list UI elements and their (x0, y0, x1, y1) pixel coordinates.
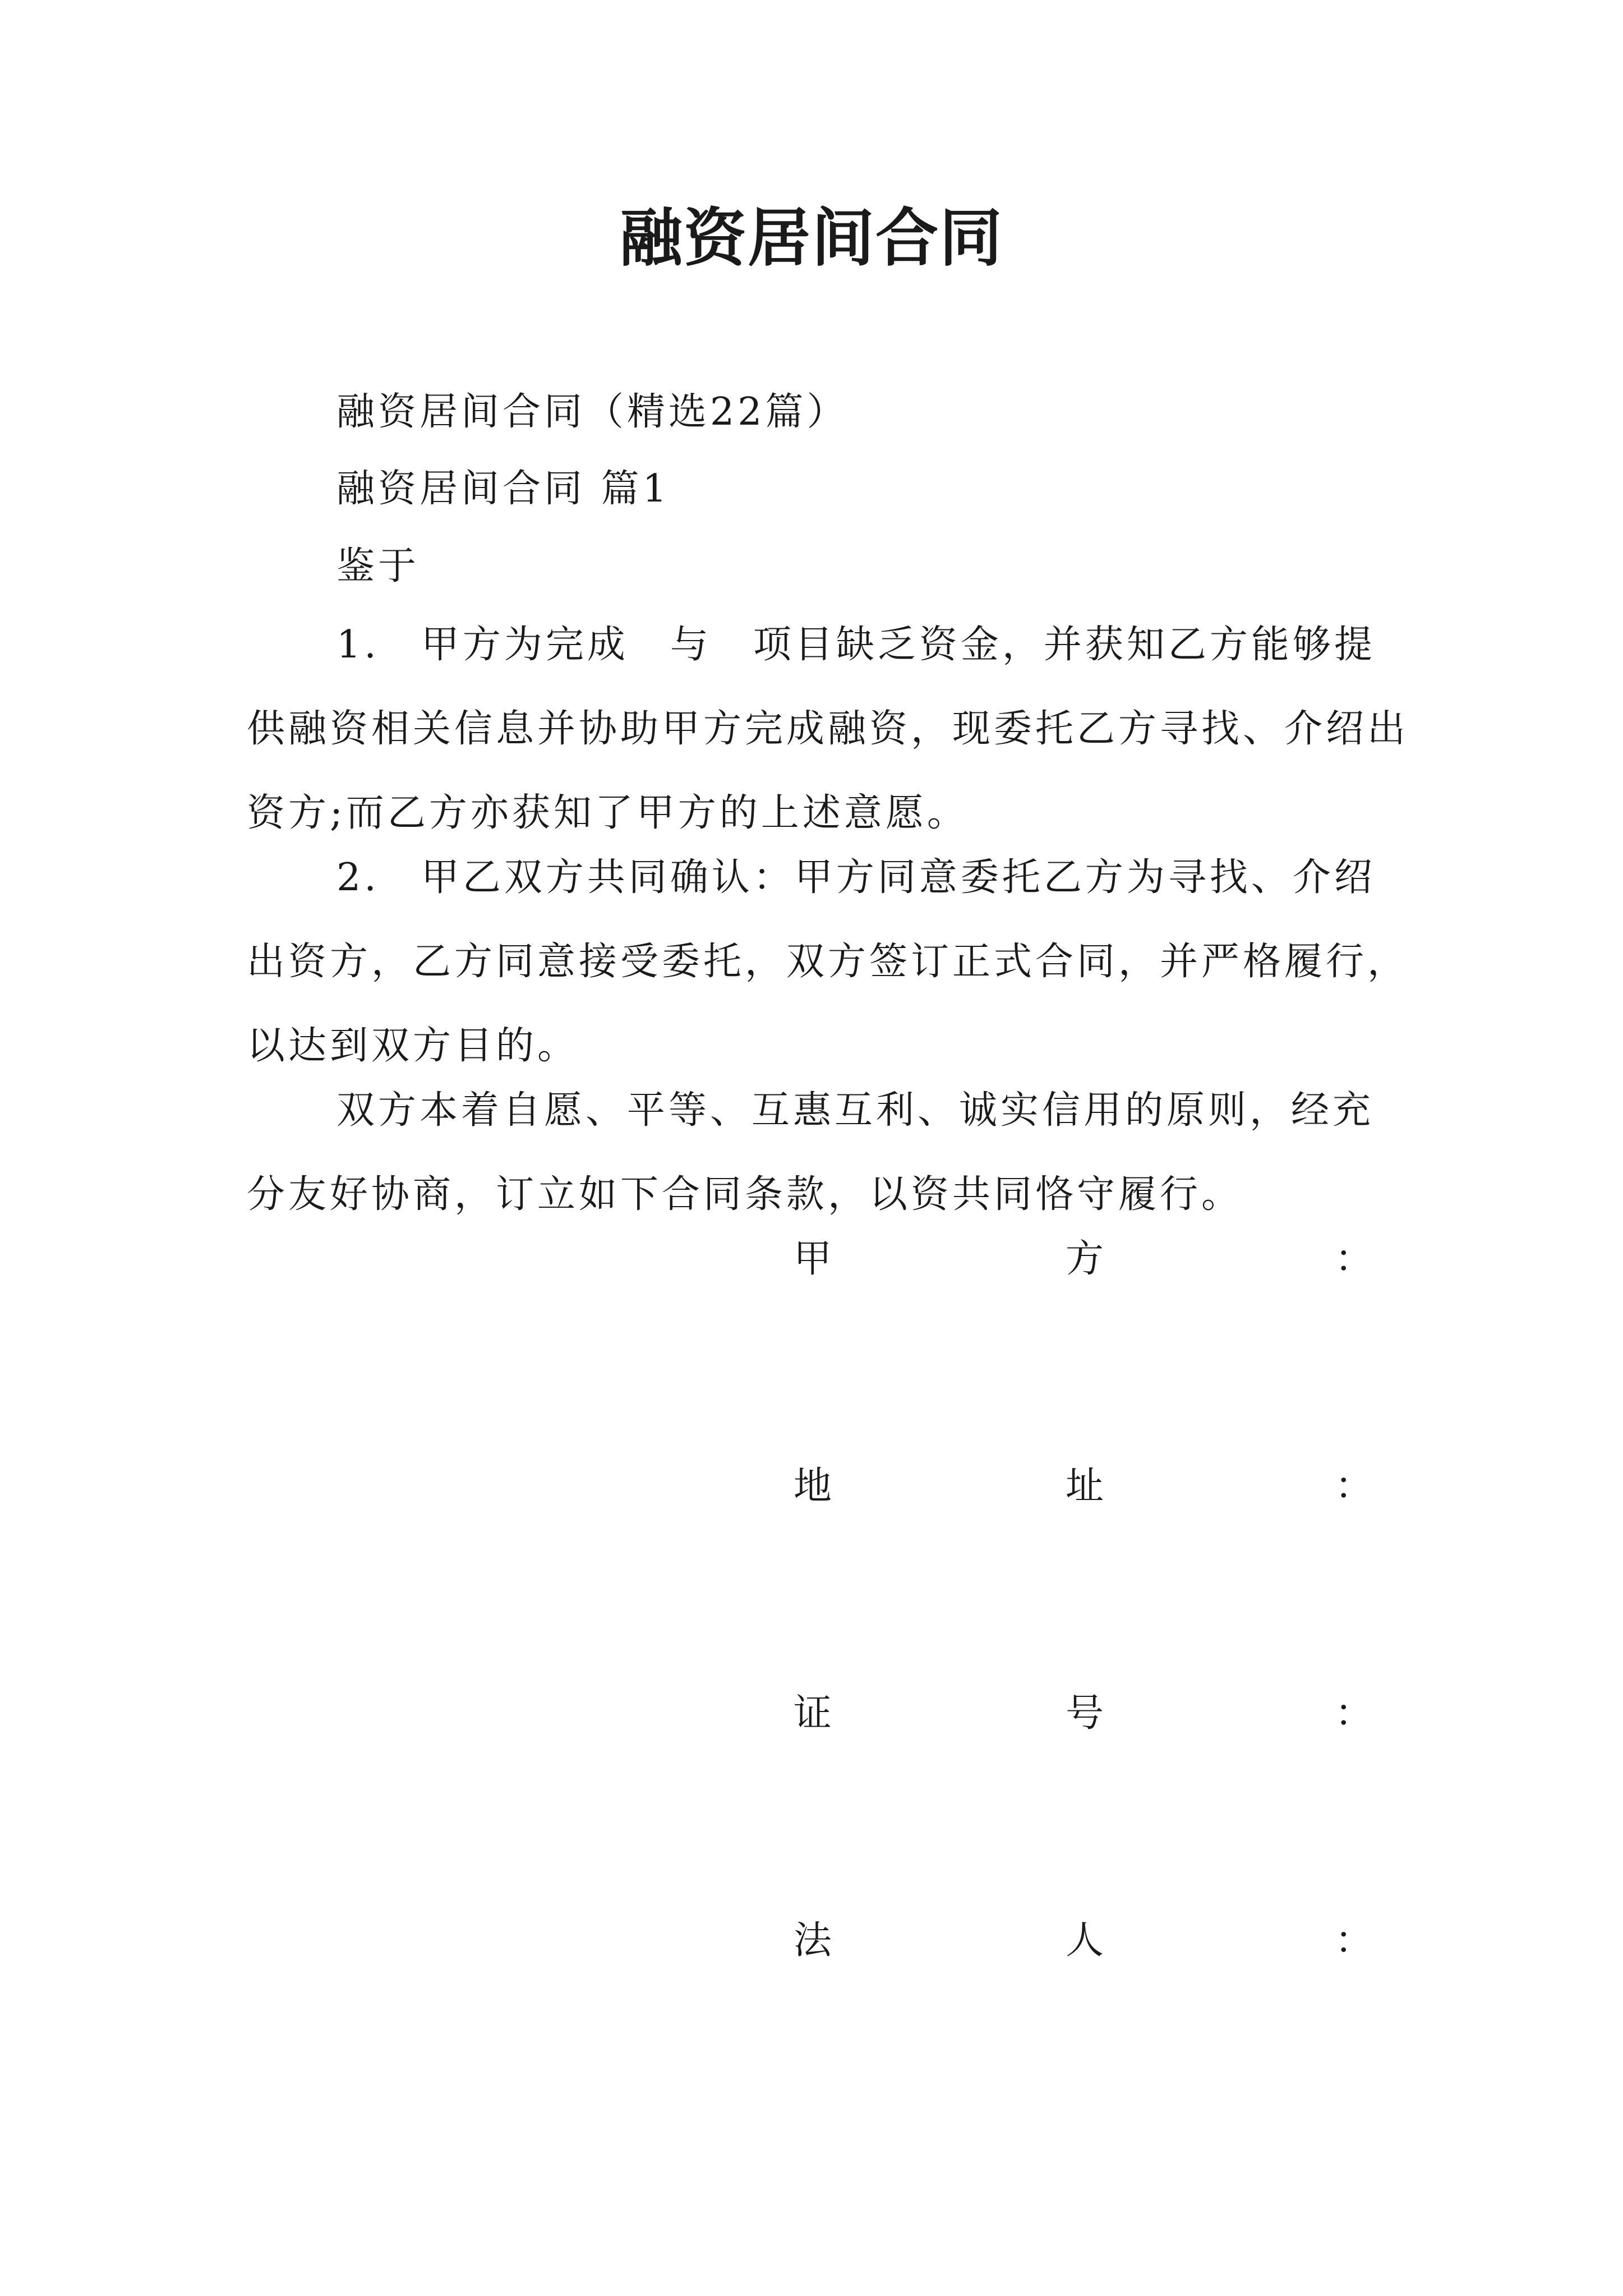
signature-row-address (794, 1464, 1373, 1509)
clause-principles: 双方本着自愿、平等、互惠互利、诚实信用的原则，经充分友好协商，订立如下合同条款，以资共同恪守履行。 (247, 1088, 1375, 1217)
clause-2: 2. 甲乙双方共同确认：甲方同意委托乙方为寻找、介绍出资方，乙方同意接受委托，双方签订正式合同，并严格履行，以达到双方目的。 (247, 855, 1409, 1068)
signature-label-char: 甲 (794, 1237, 832, 1281)
signature-label-char: 证 (794, 1691, 832, 1736)
signature-colon: ： (1335, 1464, 1373, 1508)
signature-colon: ： (1335, 1691, 1373, 1736)
section-heading: 融资居间合同 篇1 (336, 467, 670, 511)
signature-row-party-a (794, 1237, 1373, 1282)
signature-label-char: 法 (794, 1918, 832, 1963)
signature-label-char: 号 (1066, 1691, 1104, 1736)
signature-colon: ： (1335, 1237, 1373, 1281)
signature-label-char: 地 (794, 1464, 832, 1508)
signature-label-char: 址 (1066, 1464, 1104, 1508)
signature-row-id-number (794, 1691, 1373, 1736)
signature-colon: ： (1335, 1918, 1373, 1963)
preamble-label: 鉴于 (336, 544, 420, 588)
document-subtitle: 融资居间合同（精选22篇） (336, 390, 849, 434)
signature-row-legal-person (794, 1918, 1373, 1963)
document-title: 融资居间合同 (620, 201, 1003, 275)
signature-label-char: 方 (1066, 1237, 1104, 1281)
signature-label-char: 人 (1066, 1918, 1104, 1963)
clause-1: 1. 甲方为完成 与 项目缺乏资金，并获知乙方能够提供融资相关信息并协助甲方完成融资，现委托乙方寻找、介绍出资方;而乙方亦获知了甲方的上述意愿。 (247, 623, 1409, 835)
